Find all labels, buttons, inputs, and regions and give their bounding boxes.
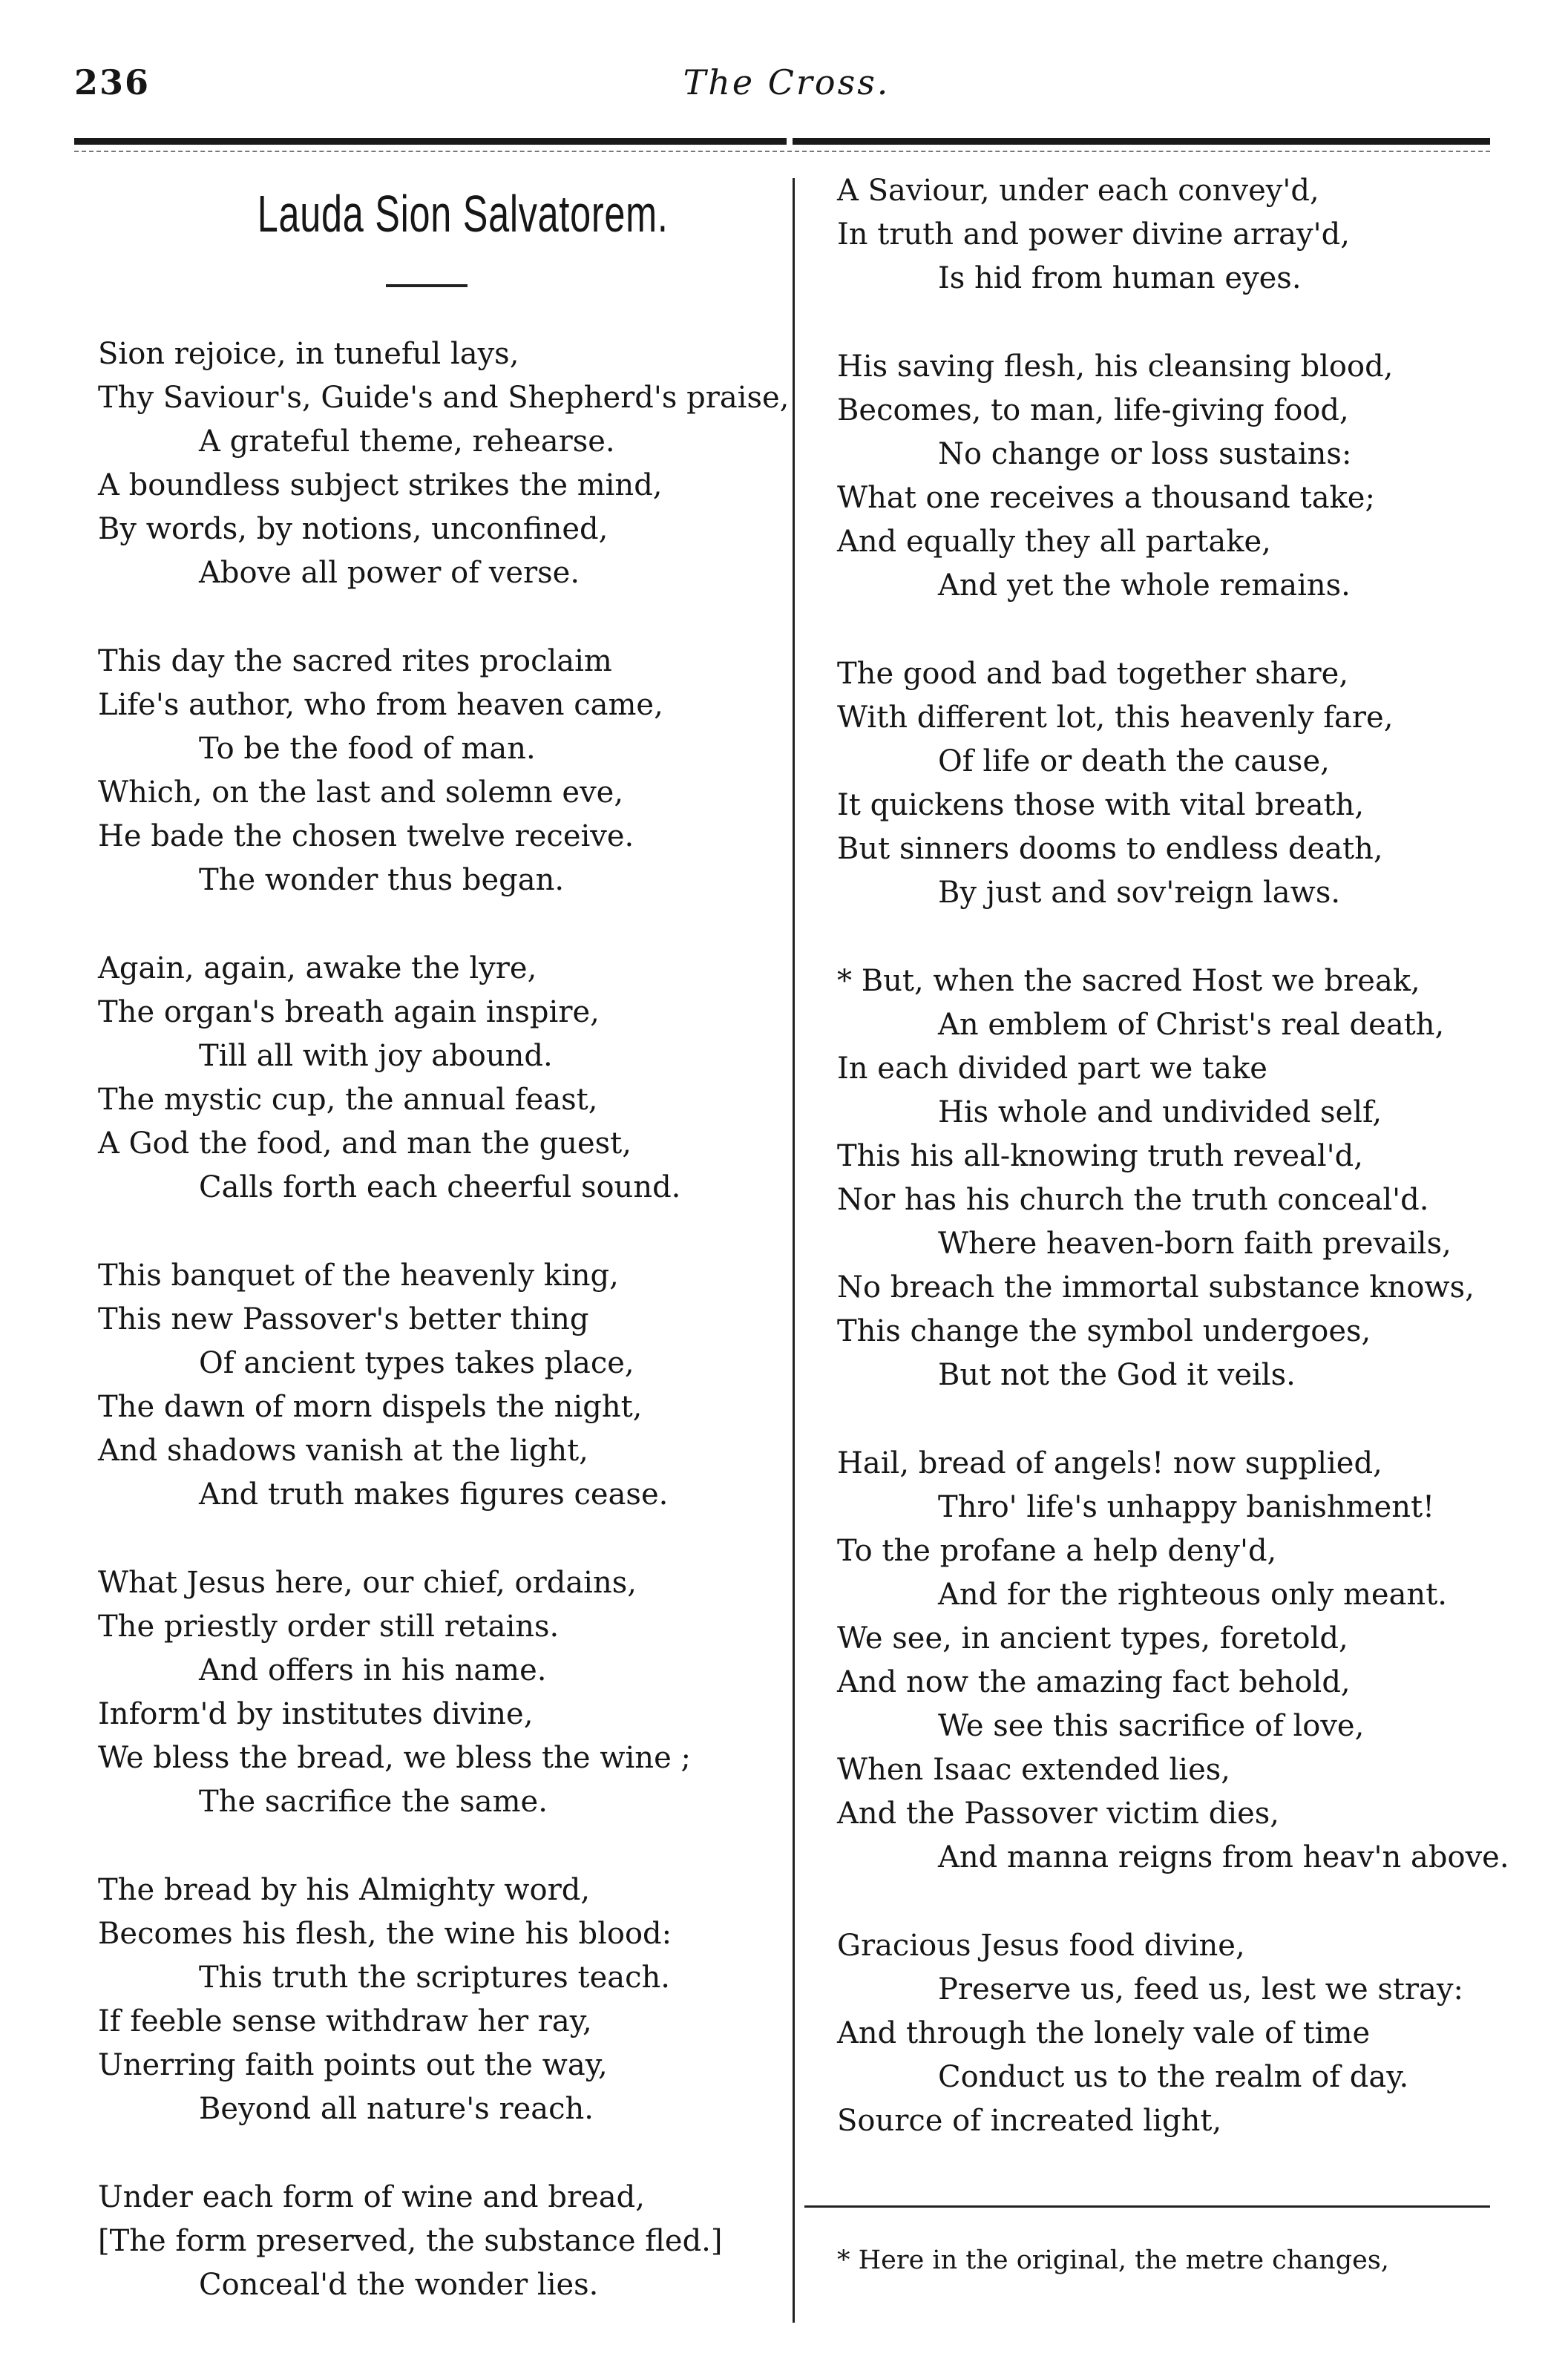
verse-line: His whole and undivided self,	[938, 1095, 1382, 1129]
verse-line: And for the righteous only meant.	[938, 1578, 1447, 1612]
verse-line: Conceal'd the wonder lies.	[199, 2268, 599, 2302]
title-rule	[386, 284, 468, 287]
verse-line: It quickens those with vital breath,	[837, 788, 1365, 822]
stanza	[837, 1924, 1490, 2143]
verse-line: And the Passover victim dies,	[837, 1797, 1280, 1831]
stanza	[98, 1869, 781, 2131]
verse-line: The sacrifice the same.	[199, 1785, 548, 1819]
stanza	[837, 345, 1490, 608]
stanza	[837, 1442, 1509, 1880]
verse-line: By words, by notions, unconfined,	[98, 512, 608, 546]
verse-line: This day the sacred rites proclaim	[98, 644, 612, 678]
running-title: The Cross.	[683, 62, 890, 102]
verse-line: The organ's breath again inspire,	[98, 995, 600, 1029]
verse-line: By just and sov'reign laws.	[938, 876, 1341, 910]
verse-line: Inform'd by institutes divine,	[98, 1697, 534, 1731]
verse-line: The wonder thus began.	[199, 863, 565, 897]
stanza	[837, 652, 1490, 915]
footnote: * Here in the original, the metre changes,	[837, 2245, 1389, 2275]
verse-line: Unerring faith points out the way,	[98, 2048, 608, 2082]
verse-line: Of ancient types takes place,	[199, 1346, 634, 1380]
verse-line: No change or loss sustains:	[938, 437, 1352, 471]
verse-line: To be the food of man.	[199, 732, 536, 766]
verse-line: The priestly order still retains.	[98, 1610, 560, 1644]
stanza	[837, 169, 1490, 301]
verse-line: Preserve us, feed us, lest we stray:	[938, 1972, 1463, 2007]
verse-line: With different lot, this heavenly fare,	[837, 701, 1394, 735]
column-divider	[793, 178, 795, 2323]
verse-line: But not the God it veils.	[938, 1358, 1296, 1392]
poem-title: Lauda Sion Salvatorem.	[257, 185, 669, 243]
verse-line: And through the lonely vale of time	[837, 2016, 1371, 2050]
stanza	[837, 959, 1490, 1397]
stanza	[98, 640, 781, 902]
header-rule-right	[793, 138, 1490, 145]
verse-line: Source of increated light,	[837, 2104, 1222, 2138]
verse-line: What one receives a thousand take;	[837, 481, 1375, 515]
verse-line: Thy Saviour's, Guide's and Shepherd's praise,	[98, 381, 790, 415]
verse-line: We see this sacrifice of love,	[938, 1709, 1365, 1743]
verse-line: In truth and power divine array'd,	[837, 217, 1350, 252]
verse-line: Above all power of verse.	[199, 556, 580, 590]
page-header	[74, 62, 1499, 122]
verse-line: The bread by his Almighty word,	[98, 1873, 591, 1907]
verse-line: Again, again, awake the lyre,	[98, 951, 537, 985]
verse-line: What Jesus here, our chief, ordains,	[98, 1566, 637, 1600]
page-number: 236	[74, 62, 151, 102]
verse-line: Beyond all nature's reach.	[199, 2092, 594, 2126]
verse-line: We see, in ancient types, foretold,	[837, 1621, 1348, 1656]
verse-line: A boundless subject strikes the mind,	[98, 468, 663, 502]
footnote-rule	[804, 2205, 1490, 2208]
header-rule-thin	[74, 151, 1490, 152]
verse-line: Calls forth each cheerful sound.	[199, 1170, 681, 1204]
verse-line: Conduct us to the realm of day.	[938, 2060, 1409, 2094]
verse-line: A Saviour, under each convey'd,	[837, 174, 1319, 208]
verse-line: Of life or death the cause,	[938, 744, 1330, 778]
verse-line: A God the food, and man the guest,	[98, 1126, 632, 1161]
verse-line: And offers in his name.	[199, 1653, 547, 1687]
stanza	[98, 2176, 781, 2307]
verse-line: If feeble sense withdraw her ray,	[98, 2004, 592, 2038]
verse-line: To the profane a help deny'd,	[837, 1534, 1277, 1568]
verse-line: This new Passover's better thing	[98, 1302, 589, 1336]
stanza	[98, 1561, 781, 1824]
verse-line: Under each form of wine and bread,	[98, 2180, 645, 2214]
verse-line: The mystic cup, the annual feast,	[98, 1083, 598, 1117]
verse-line: He bade the chosen twelve receive.	[98, 819, 634, 853]
verse-line: * But, when the sacred Host we break,	[837, 964, 1420, 998]
verse-line: Till all with joy abound.	[199, 1039, 553, 1073]
verse-line: We bless the bread, we bless the wine ;	[98, 1741, 691, 1775]
verse-line: No breach the immortal substance knows,	[837, 1270, 1474, 1305]
verse-line: In each divided part we take	[837, 1052, 1267, 1086]
verse-line: The dawn of morn dispels the night,	[98, 1390, 643, 1424]
verse-line: Is hid from human eyes.	[938, 261, 1302, 295]
verse-line: His saving flesh, his cleansing blood,	[837, 350, 1394, 384]
verse-line: The good and bad together share,	[837, 657, 1349, 691]
verse-line: [The form preserved, the substance fled.]	[98, 2224, 723, 2258]
stanza	[98, 332, 790, 595]
verse-line: And manna reigns from heav'n above.	[938, 1840, 1509, 1874]
verse-line: And shadows vanish at the light,	[98, 1434, 588, 1468]
verse-line: And yet the whole remains.	[938, 568, 1351, 603]
right-column	[837, 169, 1509, 2188]
verse-line: When Isaac extended lies,	[837, 1753, 1230, 1787]
verse-line: Sion rejoice, in tuneful lays,	[98, 337, 519, 371]
verse-line: This banquet of the heavenly king,	[98, 1259, 619, 1293]
verse-line: A grateful theme, rehearse.	[199, 424, 615, 459]
verse-line: And equally they all partake,	[837, 525, 1271, 559]
verse-line: Where heaven-born faith prevails,	[938, 1227, 1451, 1261]
header-rule-left	[74, 138, 787, 145]
verse-line: And now the amazing fact behold,	[837, 1665, 1351, 1699]
verse-line: Becomes his flesh, the wine his blood:	[98, 1917, 672, 1951]
verse-line: Gracious Jesus food divine,	[837, 1929, 1245, 1963]
verse-line: Nor has his church the truth conceal'd.	[837, 1183, 1429, 1217]
left-column	[98, 332, 790, 2352]
verse-line: This his all-knowing truth reveal'd,	[837, 1139, 1363, 1173]
verse-line: Becomes, to man, life-giving food,	[837, 393, 1349, 427]
stanza	[98, 1254, 781, 1517]
verse-line: This change the symbol undergoes,	[837, 1314, 1371, 1348]
verse-line: Hail, bread of angels! now supplied,	[837, 1446, 1382, 1480]
verse-line: Thro' life's unhappy banishment!	[938, 1490, 1435, 1524]
verse-line: And truth makes figures cease.	[199, 1477, 669, 1512]
verse-line: Life's author, who from heaven came,	[98, 688, 663, 722]
verse-line: This truth the scriptures teach.	[199, 1961, 670, 1995]
stanza	[98, 947, 781, 1210]
verse-line: Which, on the last and solemn eve,	[98, 775, 624, 810]
verse-line: An emblem of Christ's real death,	[938, 1008, 1445, 1042]
verse-line: But sinners dooms to endless death,	[837, 832, 1383, 866]
